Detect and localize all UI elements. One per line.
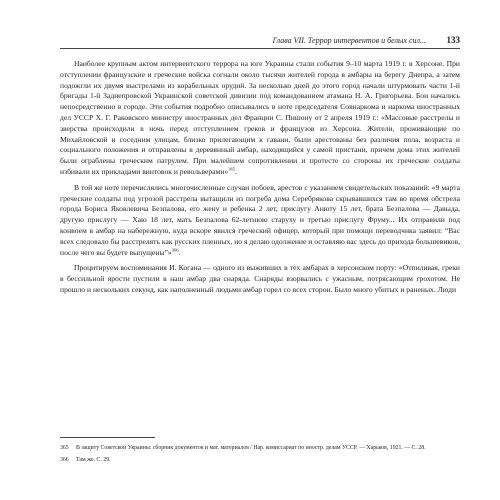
paragraph-2 <box>60 183 460 259</box>
footnote-366 <box>60 456 460 464</box>
footnote-text: Там же. С. 29. <box>76 457 111 463</box>
footnote-365 <box>60 444 460 452</box>
footnote-separator <box>60 437 155 438</box>
paragraph-tail: . <box>235 166 238 176</box>
footnote-ref: 366 <box>171 247 179 253</box>
footnote-number: 365 <box>60 445 69 451</box>
header-rule <box>60 48 460 49</box>
running-header <box>60 32 460 50</box>
paragraph-tail: . <box>178 247 181 257</box>
paragraph-text: В той же ноте перечислялись многочисленные случаи побоев, арестов с указанием свидетельских показаний: «9 марта греческие солдаты под угрозой расстрела вытащили из погреба дома Серебрякова скрывавшихся там во время обстрела города Бориса Яковлевича Безпалова, его жену и ребенка 2 лет, прислугу Анюту 15 лет, брата Безпалова — Давыда, другую прислугу — Хаю 18 лет, мать Безпалова 62-летнюю старуху и третью прислугу Фруму... Их отправили под конвоем в амбар на набережную, куда вскоре явился греческий офицер, который при помощи переводчика заявил: “Вас всех следовало бы расстрелять как русских пленных, но я делаю одолжение и оставляю вас здесь до прихода большевиков, после чего вы будете выпущены”» <box>60 182 460 257</box>
paragraph-text: Наиболее крупным актом интервентского террора на юге Украины стали события 9–10 марта 1919 г. в Херсоне. При отступлении французские и греческие войска согнали около тысячи жителей города в амбары на берегу Днепра, а затем подожгли их двумя выстрелами из корабельных орудий. За несколько дней до этого город начали штурмовать части 1-й бригады 1-й Заднепровской Украинской советской дивизии под командованием атамана Н. А. Григорьева. Бои начались непосредственно в городе. Эти события подробно описывались в ноте председателя Совнаркома и наркома иностранных дел УССР Х. Г. Раковского министру иностранных дел Франции С. Пишону от 2 апреля 1919 г.: «Массовые расстрелы и зверства происходили в ночь перед отступлением греков и французов из Херсона. Жители, проживающие по Михайловской и соседним улицам, близко прилегающим к гавани, были арестованы без различия пола, возраста и социального положения и отправлены в деревянный амбар, находящийся у самой пристани, причем дома этих жителей были ограблены греческим патрулем. При малейшем сопротивлении и протесте со стороны их греческие солдаты избивали их прикладами винтовок и револьверами» <box>60 59 460 176</box>
paragraph-3 <box>60 263 460 295</box>
book-page <box>60 32 460 482</box>
page-number: 133 <box>446 35 460 45</box>
body-text <box>60 59 460 301</box>
running-title: Глава VII. Террор интервентов и белых сил... <box>272 36 426 45</box>
footnote-number: 366 <box>60 457 69 463</box>
paragraph-1 <box>60 59 460 178</box>
footnotes <box>60 444 460 468</box>
footnote-text: В защиту Советской Украины: сборник документов и мат. материалов / Нар. комиссариат по иностр. делам УССР. — Харьков, 1921. — С. 28. <box>76 445 426 451</box>
paragraph-text: Процитируем воспоминания И. Когана — одного из выживших в тех амбарах в херсонском порту: «Отпиливая, греки в бессильной ярости пустили в наш амбар два снаряда. Снаряды взорвались с ужасным, потрясающим грохотом. Не прошло и нескольких секунд, как наполненный людьми амбар горел со всех сторон. Было много убитых и раненых. Люди <box>60 263 460 294</box>
footnote-ref: 365 <box>228 166 236 172</box>
